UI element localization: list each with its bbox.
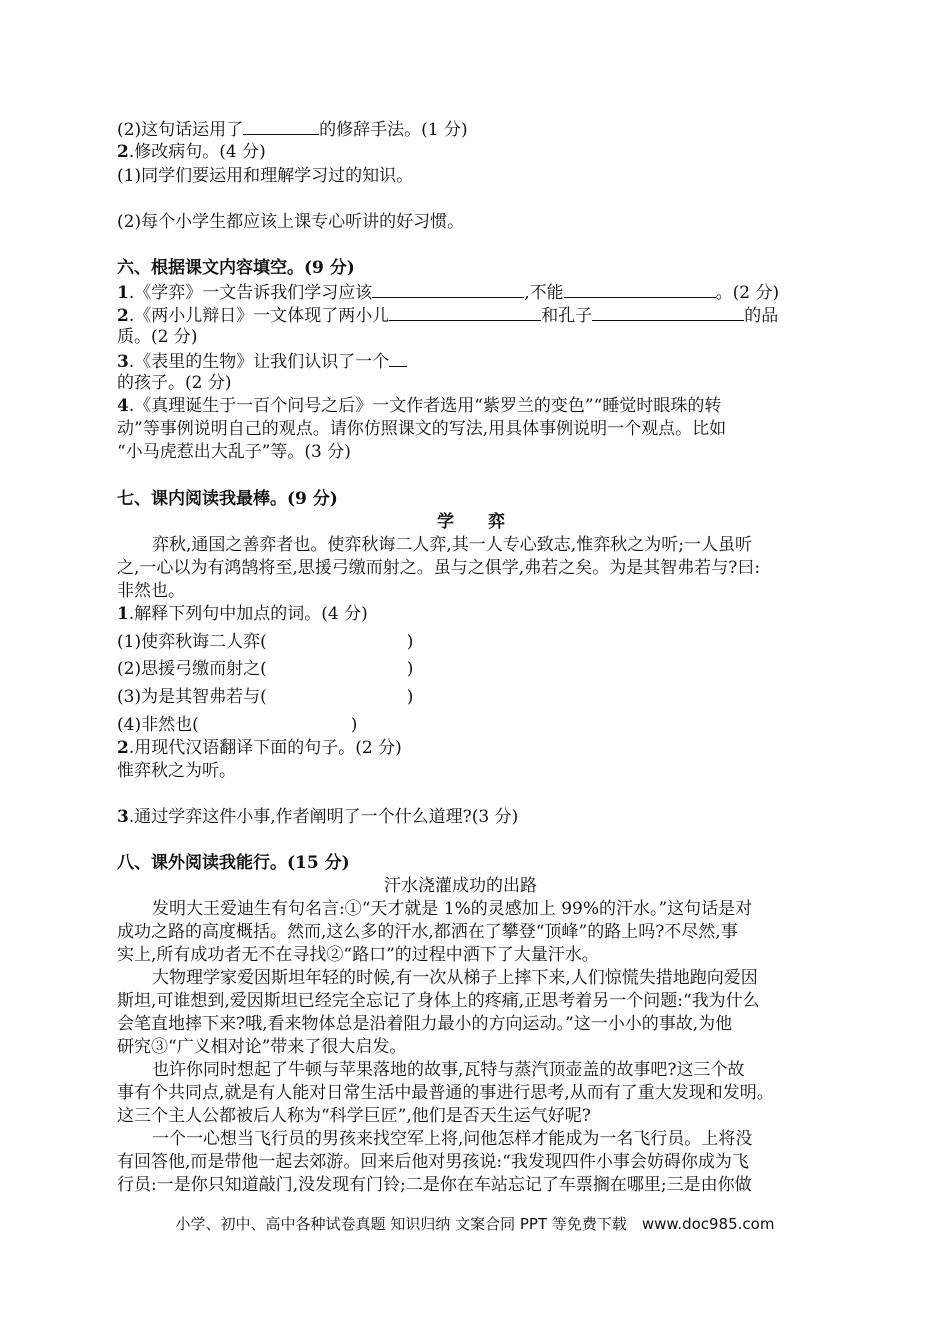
line-q7-1-2: [117, 658, 413, 680]
passage-8-line: 实上,所有成功者无不在寻找②“路口”的过程中洒下了大量汗水。: [117, 945, 599, 965]
question-number: 2: [117, 142, 129, 162]
passage-7-line: 弈秋,通国之善弈者也。使弈秋诲二人弈,其一人专心致志,惟弈秋之为听;一人虽听: [152, 535, 752, 555]
question-number: 1: [117, 283, 129, 303]
text: ): [406, 687, 414, 707]
text: .《两小儿辩日》一文体现了两小儿: [128, 306, 390, 326]
line-q7-2: [117, 737, 402, 759]
answer-blank[interactable]: [243, 117, 319, 135]
text: ,不能: [524, 283, 564, 303]
line-q5-2-1: (1)同学们要运用和理解学习过的知识。: [117, 166, 414, 186]
line-q6-2: [117, 303, 778, 327]
passage-8-line: 行员:一是你只知道敲门,没发现有门铃;二是你在车站忘记了车票搁在哪里;三是由你做: [117, 1175, 752, 1195]
question-number: 1: [117, 604, 129, 624]
passage-8-line: 会笔直地摔下来?哦,看来物体总是沿着阻力最小的方向运动。”这一小小的事故,为他: [117, 1014, 733, 1034]
question-number: 2: [117, 738, 129, 758]
text: (2)这句话运用了: [117, 120, 244, 140]
text: 的品: [744, 306, 779, 326]
line-q6-4-c: “小马虎惹出大乱子”等。(3 分): [117, 442, 351, 462]
passage-8-line: 一个一心想当飞行员的男孩来找空军上将,问他怎样才能成为一名飞行员。上将没: [152, 1129, 753, 1149]
passage-8-line: 研究③“广义相对论”带来了很大启发。: [117, 1037, 407, 1057]
answer-blank[interactable]: [389, 303, 541, 321]
line-q7-3: [117, 806, 518, 828]
section-7-heading: 七、课内阅读我最棒。(9 分): [117, 489, 338, 509]
question-number: 4: [117, 396, 129, 416]
line-q7-1-3: [117, 686, 413, 708]
text: ): [406, 632, 414, 652]
line-q5-2-2: (2)每个小学生都应该上课专心听讲的好习惯。: [117, 212, 465, 232]
line-q6-3: [117, 349, 407, 373]
passage-7-line: 非然也。: [117, 581, 185, 601]
text: .解释下列句中加点的词。(4 分): [128, 604, 368, 624]
line-q7-1-1: [117, 631, 413, 653]
section-8-heading: 八、课外阅读我能行。(15 分): [117, 853, 350, 873]
text: (3)为是其智弗若与(: [117, 687, 267, 707]
passage-8-line: 发明大王爱迪生有句名言:①“天才就是 1%的灵感加上 99%的汗水。”这句话是对: [152, 899, 753, 919]
text: .通过学弈这件小事,作者阐明了一个什么道理?(3 分): [128, 807, 519, 827]
passage-8-line: 这三个主人公都被后人称为“科学巨匠”,他们是否天生运气好呢?: [117, 1106, 591, 1126]
passage-8-line: 斯坦,可谁想到,爱因斯坦已经完全忘记了身体上的疼痛,正思考着另一个问题:“我为什么: [117, 991, 760, 1011]
passage-8-line: 大物理学家爱因斯坦年轻的时候,有一次从梯子上摔下来,人们惊慌失措地跑向爱因: [152, 968, 758, 988]
line-q6-3-cont: 的孩子。(2 分): [117, 373, 232, 393]
text: .《真理诞生于一百个问号之后》一文作者选用“紫罗兰的变色”“睡觉时眼珠的转: [128, 396, 722, 416]
text: 和孔子: [541, 306, 593, 326]
text: 。(2 分): [715, 283, 780, 303]
passage-7-line: 之,一心以为有鸿鹄将至,思援弓缴而射之。虽与之俱学,弗若之矣。为是其智弗若与?曰:: [117, 558, 761, 578]
question-number: 3: [117, 352, 129, 372]
text: .用现代汉语翻译下面的句子。(2 分): [128, 738, 402, 758]
text: .《表里的生物》让我们认识了一个: [128, 352, 390, 372]
line-q7-2-sentence: 惟弈秋之为听。: [117, 761, 236, 781]
text: 的修辞手法。(1 分): [319, 120, 468, 140]
footer-text: 小学、初中、高中各种试卷真题 知识归纳 文案合同 PPT 等免费下载 www.doc985.com: [175, 1215, 775, 1233]
text: .修改病句。(4 分): [128, 142, 266, 162]
answer-blank[interactable]: [372, 280, 524, 298]
line-q6-4: [117, 395, 721, 417]
line-q6-4-b: 动”等事例说明自己的观点。请你仿照课文的写法,用具体事例说明一个观点。比如: [117, 419, 727, 439]
answer-blank[interactable]: [592, 303, 744, 321]
passage-8-line: 也许你同时想起了牛顿与苹果落地的故事,瓦特与蒸汽顶壶盖的故事吧?这三个故: [152, 1060, 745, 1080]
line-q5-1-2: [117, 117, 468, 141]
passage-8-line: 成功之路的高度概括。然而,这么多的汗水,都洒在了攀登“顶峰”的路上吗?不尽然,事: [117, 922, 738, 942]
line-q5-2: [117, 141, 266, 163]
question-number: 2: [117, 306, 129, 326]
passage-title-7: 学 弈: [437, 512, 505, 532]
text: (2)思援弓缴而射之(: [117, 659, 267, 679]
question-number: 3: [117, 807, 129, 827]
line-q7-1: [117, 603, 368, 625]
text: .《学弈》一文告诉我们学习应该: [128, 283, 373, 303]
text: ): [350, 715, 358, 735]
passage-8-line: 事有个共同点,就是有人能对日常生活中最普通的事进行思考,从而有了重大发现和发明。: [117, 1083, 774, 1103]
section-6-heading: 六、根据课文内容填空。(9 分): [117, 258, 355, 278]
text: ): [406, 659, 414, 679]
answer-blank[interactable]: [564, 280, 716, 298]
text: (4)非然也(: [117, 715, 199, 735]
line-q6-2-cont: 质。(2 分): [117, 327, 198, 347]
line-q7-1-4: [117, 714, 357, 736]
passage-8-line: 有回答他,而是带他一起去郊游。回来后他对男孩说:“我发现四件小事会妨碍你成为飞: [117, 1152, 749, 1172]
answer-blank[interactable]: [389, 349, 407, 367]
text: (1)使弈秋诲二人弈(: [117, 632, 267, 652]
passage-title-8: 汗水浇灌成功的出路: [384, 876, 537, 896]
line-q6-1: [117, 280, 779, 304]
